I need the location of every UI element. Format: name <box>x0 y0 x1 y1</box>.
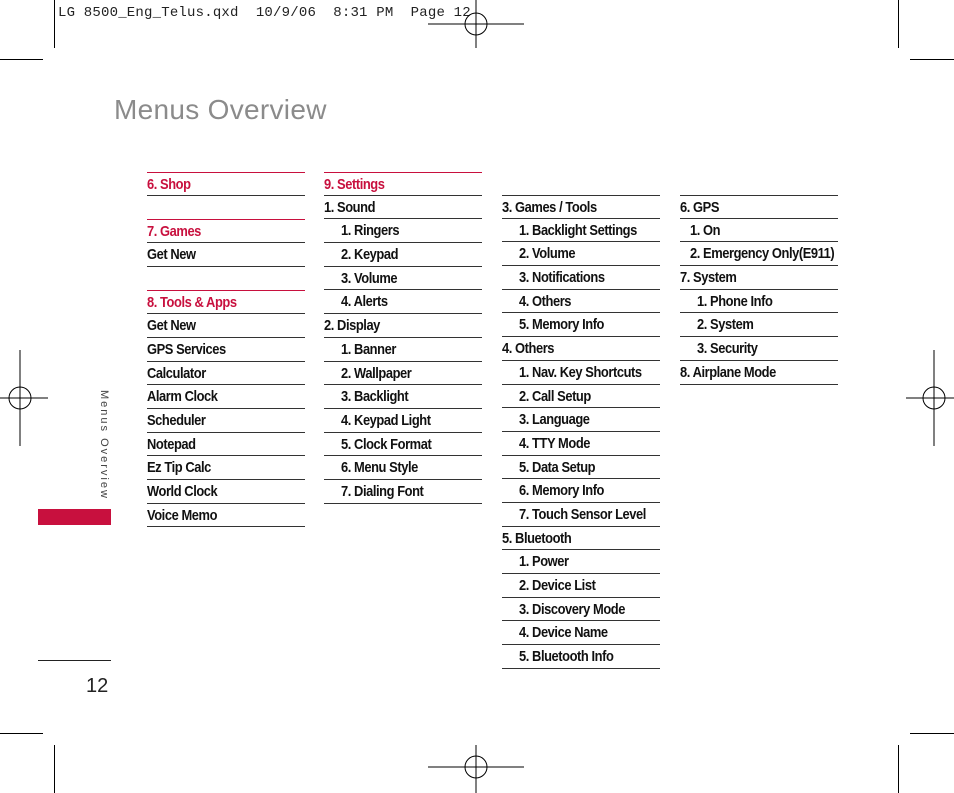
menu-subitem <box>502 456 660 480</box>
crop-mark <box>54 0 55 48</box>
menu-column-3 <box>502 195 660 669</box>
menu-item <box>502 337 660 361</box>
menu-label: 6. Memory Info <box>519 482 605 500</box>
menu-subitem <box>680 337 838 361</box>
crop-mark <box>910 733 954 734</box>
menu-heading <box>147 219 305 243</box>
menu-label: GPS Services <box>147 340 226 358</box>
menu-label: Voice Memo <box>147 506 218 524</box>
menu-label: 1. Backlight Settings <box>519 221 637 239</box>
menu-label: World Clock <box>147 482 218 500</box>
print-slug: LG 8500_Eng_Telus.qxd 10/9/06 8:31 PM Page 12 <box>58 5 471 21</box>
menu-label: 2. Emergency Only(E911) <box>690 245 835 263</box>
registration-mark-icon <box>428 745 524 793</box>
menu-item <box>147 480 305 504</box>
menu-subitem <box>502 479 660 503</box>
menu-subitem <box>680 242 838 266</box>
menu-label: 2. Wallpaper <box>341 364 412 382</box>
menu-item <box>324 314 482 338</box>
menu-label: 8. Airplane Mode <box>680 363 776 381</box>
menu-subitem <box>502 432 660 456</box>
menu-label: Notepad <box>147 435 196 453</box>
section-tab <box>38 509 111 525</box>
menu-label: 5. Bluetooth Info <box>519 648 614 666</box>
menu-label: Get New <box>147 317 196 335</box>
menu-label: 2. Volume <box>519 245 576 263</box>
menu-label: Get New <box>147 246 196 264</box>
menu-heading <box>147 172 305 196</box>
menu-item <box>147 409 305 433</box>
menu-label: 2. Call Setup <box>519 387 591 405</box>
sidebar-label: Menus Overview <box>98 390 110 500</box>
menu-item <box>147 456 305 480</box>
menu-label: 3. Notifications <box>519 269 605 287</box>
menu-label: 5. Bluetooth <box>502 529 572 547</box>
page-title: Menus Overview <box>114 94 327 125</box>
menu-subitem <box>324 385 482 409</box>
registration-mark-icon <box>0 350 48 446</box>
menu-subitem <box>324 456 482 480</box>
menu-heading <box>324 172 482 196</box>
crop-mark <box>898 0 899 48</box>
menu-label: 2. System <box>697 316 754 334</box>
registration-mark-icon <box>428 0 524 48</box>
menu-subitem <box>502 621 660 645</box>
crop-mark <box>0 733 43 734</box>
menu-item <box>680 195 838 219</box>
menu-item <box>147 314 305 338</box>
menu-subitem <box>324 267 482 291</box>
menu-label: 4. Others <box>502 340 555 358</box>
menu-item <box>147 362 305 386</box>
menu-item <box>147 338 305 362</box>
menu-subitem <box>502 408 660 432</box>
menu-label: 3. Language <box>519 411 590 429</box>
menu-label: Scheduler <box>147 411 206 429</box>
crop-mark <box>898 745 899 793</box>
menu-item <box>147 243 305 267</box>
menu-label: 7. Touch Sensor Level <box>519 505 646 523</box>
menu-label: 4. Device Name <box>519 624 608 642</box>
menu-subitem <box>502 242 660 266</box>
menu-label: 4. Alerts <box>341 293 388 311</box>
menu-column-2 <box>324 172 482 504</box>
menu-label: 1. Phone Info <box>697 292 773 310</box>
menu-item <box>680 361 838 385</box>
menu-subitem <box>680 313 838 337</box>
menu-label: 5. Clock Format <box>341 435 432 453</box>
menu-label: 1. Sound <box>324 198 376 216</box>
menu-label: 2. Device List <box>519 577 596 594</box>
menu-label: 1. Power <box>519 553 569 571</box>
menu-subitem <box>324 362 482 386</box>
menu-label: Calculator <box>147 364 206 382</box>
crop-mark <box>0 59 43 60</box>
menu-subitem <box>680 290 838 314</box>
menu-subitem <box>324 290 482 314</box>
menu-subitem <box>680 219 838 243</box>
page-number: 12 <box>86 675 109 697</box>
menu-item <box>147 385 305 409</box>
menu-heading <box>147 290 305 314</box>
menu-label: 1. On <box>690 221 721 239</box>
menu-subitem <box>502 385 660 409</box>
menu-label: 5. Memory Info <box>519 316 605 334</box>
menu-label: Alarm Clock <box>147 388 218 406</box>
menu-subitem <box>502 361 660 385</box>
registration-mark-icon <box>906 350 954 446</box>
crop-mark <box>54 745 55 793</box>
menu-label: 1. Banner <box>341 340 396 358</box>
menu-label: 4. Others <box>519 292 572 310</box>
menu-label: 6. Shop <box>147 176 191 193</box>
menu-spacer <box>147 196 305 220</box>
page-number-rule <box>38 660 111 661</box>
menu-label: 4. TTY Mode <box>519 434 591 452</box>
menu-label: 3. Backlight <box>341 388 409 406</box>
menu-subitem <box>324 219 482 243</box>
menu-item <box>680 266 838 290</box>
menu-label: 5. Data Setup <box>519 458 596 476</box>
menu-subitem <box>502 645 660 669</box>
menu-subitem <box>502 598 660 622</box>
menu-label: 6. Menu Style <box>341 459 418 477</box>
menu-item <box>502 527 660 551</box>
menu-label: Ez Tip Calc <box>147 459 211 477</box>
menu-item <box>147 433 305 457</box>
menu-label: 7. Dialing Font <box>341 482 424 500</box>
menu-spacer <box>147 267 305 291</box>
menu-label: 7. System <box>680 269 737 287</box>
menu-subitem <box>502 503 660 527</box>
menu-label: 8. Tools & Apps <box>147 294 237 312</box>
menu-label: 4. Keypad Light <box>341 411 431 429</box>
menu-label: 3. Security <box>697 340 758 358</box>
menu-column-1 <box>147 172 305 527</box>
menu-subitem <box>502 266 660 290</box>
menu-label: 3. Discovery Mode <box>519 600 625 618</box>
menu-label: 2. Keypad <box>341 246 399 264</box>
menu-subitem <box>324 480 482 504</box>
menu-column-4 <box>680 195 838 385</box>
menu-subitem <box>502 574 660 598</box>
menu-subitem <box>324 243 482 267</box>
crop-mark <box>910 59 954 60</box>
menu-label: 1. Ringers <box>341 222 400 240</box>
menu-label: 7. Games <box>147 223 201 241</box>
menu-label: 3. Games / Tools <box>502 199 597 216</box>
menu-subitem <box>502 313 660 337</box>
menu-item <box>502 195 660 219</box>
menu-label: 3. Volume <box>341 269 398 287</box>
menu-label: 1. Nav. Key Shortcuts <box>519 363 642 381</box>
menu-subitem <box>324 433 482 457</box>
menu-subitem <box>502 550 660 574</box>
menu-label: 6. GPS <box>680 199 720 216</box>
menu-subitem <box>502 219 660 243</box>
menu-item <box>147 504 305 528</box>
menu-item <box>324 196 482 220</box>
menu-subitem <box>502 290 660 314</box>
menu-label: 9. Settings <box>324 176 385 193</box>
menu-subitem <box>324 409 482 433</box>
menu-label: 2. Display <box>324 317 380 335</box>
menu-subitem <box>324 338 482 362</box>
